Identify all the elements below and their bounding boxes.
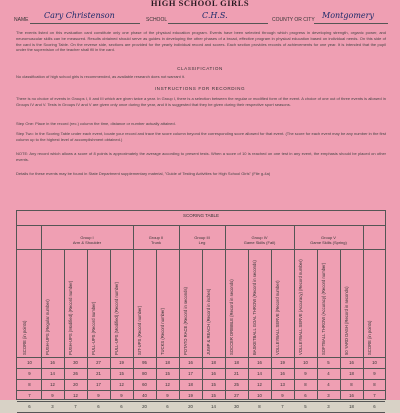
table-cell: 3	[51, 404, 54, 409]
table-cell: 21	[96, 371, 101, 376]
table-cell: 21	[234, 371, 239, 376]
table-cell: 27	[234, 393, 239, 398]
column-header	[110, 249, 133, 357]
table-cell: 19	[188, 393, 193, 398]
table-cell: 5	[304, 404, 307, 409]
table-cell: 30	[73, 360, 78, 365]
column-header-label: PUSH-UPS (Regular number)	[45, 299, 50, 355]
group-header	[294, 235, 363, 245]
column-header	[133, 249, 156, 357]
table-rule	[17, 390, 385, 391]
instructions-paragraph-1: There is no choice of events in Groups I, II and III which are given twice a year. In Group I, there is a selection between the regular or modified form of the event. A choice of one out of three events is allowed in Groups IV and V. Tests in Groups IV and V are given only once during the year, and it is suggested that they be given during their respective sport seasons.	[16, 96, 386, 107]
table-cell: 12	[165, 382, 170, 387]
table-cell: 15	[211, 382, 216, 387]
table-cell: 16	[280, 371, 285, 376]
instructions-paragraph-5: Details for these events may be found in State Department supplementary material, "Guide of Testing Activities for High School Girls" (File g-4a)	[16, 171, 271, 176]
table-cell: 80	[142, 371, 147, 376]
table-cell: 8	[350, 382, 353, 387]
table-cell: 9	[120, 393, 123, 398]
table-cell: 26	[73, 371, 78, 376]
table-rule	[17, 225, 385, 226]
school-value[interactable]: C.H.S.	[202, 11, 228, 20]
group-subtitle: Game Skills (Fall)	[243, 240, 276, 245]
table-cell: 17	[96, 382, 101, 387]
table-cell: 20	[142, 404, 147, 409]
name-label: NAME	[14, 17, 29, 23]
table-cell: 60	[142, 382, 147, 387]
column-header-label: SIT-UPS (Record number)	[137, 305, 142, 355]
column-header-label: VOLLEYBALL SERVE (Record number)	[275, 280, 280, 355]
school-underline	[168, 23, 268, 24]
column-header-label: BASKETBALL GOAL THROW (Record in seconds)	[252, 260, 257, 355]
table-cell: 5	[327, 360, 330, 365]
group-subtitle: Arm & Shoulder	[72, 240, 102, 245]
table-rule	[17, 357, 385, 358]
group-name: Group IV	[251, 235, 268, 240]
table-cell: 14	[50, 371, 55, 376]
column-header	[294, 249, 317, 357]
school-label: SCHOOL	[146, 17, 168, 23]
table-cell: 16	[349, 393, 354, 398]
column-header-label: SOCCER DRIBBLE (Record in seconds)	[229, 279, 234, 355]
table-cell: 8	[373, 382, 376, 387]
table-cell: 3	[327, 404, 330, 409]
column-header	[248, 249, 271, 357]
column-header	[225, 249, 248, 357]
table-cell: 18	[234, 360, 239, 365]
group-header	[41, 235, 133, 245]
scoring-table-caption: SCORING TABLE	[182, 213, 220, 218]
group-name: Group II	[148, 235, 164, 240]
table-cell: 40	[142, 393, 147, 398]
group-subtitle: Trunk	[150, 240, 162, 245]
table-cell: 18	[211, 360, 216, 365]
table-rule	[17, 401, 385, 402]
table-cell: 18	[349, 371, 354, 376]
column-header	[87, 249, 110, 357]
identification-line	[14, 11, 388, 25]
table-cell: 8	[258, 404, 261, 409]
table-cell: 7	[281, 404, 284, 409]
column-header-label: SCORE (in points)	[22, 320, 27, 355]
classification-heading: CLASSIFICATION	[177, 66, 223, 71]
column-header-label: TUCKS (Record number)	[160, 307, 165, 355]
table-cell: 18	[349, 404, 354, 409]
table-cell: 12	[257, 382, 262, 387]
table-cell: 16	[349, 360, 354, 365]
table-cell: 19	[280, 360, 285, 365]
table-cell: 6	[120, 404, 123, 409]
table-rule	[17, 379, 385, 380]
table-cell: 9	[304, 371, 307, 376]
table-cell: 4	[327, 371, 330, 376]
column-header	[64, 249, 87, 357]
classification-text: No classification of high school girls is recommended, as available research does not warrant it.	[16, 74, 185, 79]
table-cell: 10	[372, 360, 377, 365]
table-cell: 10	[303, 360, 308, 365]
intro-paragraph: The events listed on this evaluation card constitute only one phase of the physical education program. Events have been selected through which progress in developing strength, organic power, and neuromuscular skills can be measured. Results obtained should serve as guides in developing the other phases of a broad, effective program in physical education based on individual needs. On this side of the card is the Scoring Table. On the reverse side, sections are provided for the yearly individual record and scores. Each section provides records of achievements for one year. It is intended that the pupil under the supervision of the teacher shall fill in the card.	[16, 30, 386, 53]
table-cell: 9	[28, 371, 31, 376]
instructions-paragraph-3: Step Two: In the Scoring Table under each event, locate your record and trace the score column beyond the corresponding score allowed for that event. (The score for each event may be any number in the first column up to the highest level of accomplishment obtained.)	[16, 131, 386, 142]
column-header	[156, 249, 179, 357]
table-cell: 10	[27, 360, 32, 365]
table-cell: 16	[257, 360, 262, 365]
column-header	[271, 249, 294, 357]
group-name: Group V	[321, 235, 336, 240]
instructions-heading: INSTRUCTIONS FOR RECORDING	[154, 86, 246, 91]
column-header	[317, 249, 340, 357]
column-header-label: VOLLEYBALL SERVE (Accuracy) (Record number)	[298, 259, 303, 355]
table-cell: 19	[119, 360, 124, 365]
table-cell: 15	[119, 371, 124, 376]
group-subtitle: Game Skills (Spring)	[310, 240, 347, 245]
group-name: Group I	[80, 235, 94, 240]
table-cell: 7	[373, 393, 376, 398]
table-cell: 3	[327, 393, 330, 398]
table-cell: 9	[51, 393, 54, 398]
table-cell: 30	[234, 404, 239, 409]
table-cell: 25	[234, 382, 239, 387]
table-cell: 27	[96, 360, 101, 365]
instructions-paragraph-4: NOTE: Any record which allows a score of 8 points is approximately the average according to present tests. When a score of 10 is reached on one test in any event, the emphasis should be placed on other events.	[16, 151, 386, 162]
table-cell: 6	[304, 393, 307, 398]
table-cell: 20	[73, 382, 78, 387]
scoring-table	[16, 210, 386, 409]
column-header	[41, 249, 64, 357]
county-value[interactable]: Montgomery	[322, 11, 374, 20]
table-cell: 16	[211, 371, 216, 376]
table-cell: 6	[373, 404, 376, 409]
table-cell: 15	[211, 393, 216, 398]
column-header-label: SOFTBALL THROW (Accuracy) (Record number)	[321, 262, 326, 355]
card-title: HIGH SCHOOL GIRLS	[150, 0, 250, 8]
column-header-label: POTATO RACE (Record in seconds)	[183, 287, 188, 355]
table-cell: 12	[50, 382, 55, 387]
name-underline	[30, 23, 140, 24]
name-value[interactable]: Cary Christenson	[44, 11, 115, 20]
table-rule	[17, 368, 385, 369]
group-header	[133, 235, 179, 245]
group-subtitle: Leg	[198, 240, 206, 245]
column-header	[179, 249, 202, 357]
group-header	[179, 235, 225, 245]
table-cell: 7	[28, 393, 31, 398]
county-label: COUNTY OR CITY	[272, 17, 315, 23]
table-cell: 6	[166, 404, 169, 409]
column-header-label: SCORE (in points)	[367, 320, 372, 355]
table-cell: 4	[327, 382, 330, 387]
table-cell: 9	[166, 393, 169, 398]
table-cell: 9	[373, 371, 376, 376]
column-header	[18, 249, 41, 357]
table-cell: 16	[188, 360, 193, 365]
table-cell: 15	[165, 371, 170, 376]
table-cell: 12	[119, 382, 124, 387]
group-header	[225, 235, 294, 245]
table-cell: 13	[280, 382, 285, 387]
column-header	[363, 249, 386, 357]
group-name: Group III	[194, 235, 210, 240]
column-header-label: JUMP & REACH (Record in inches)	[206, 288, 211, 355]
column-header	[202, 249, 225, 357]
table-cell: 17	[188, 371, 193, 376]
column-header-label: PULL-UPS (Record number)	[91, 301, 96, 355]
table-cell: 7	[74, 404, 77, 409]
instructions-paragraph-2: Step One: Place in the record (rec.) column the time, distance or number actually attained.	[16, 121, 176, 126]
table-cell: 12	[73, 393, 78, 398]
table-cell: 6	[97, 404, 100, 409]
column-header-label: PUSH-UPS (Modified) (Record number)	[68, 280, 73, 355]
table-cell: 16	[50, 360, 55, 365]
table-cell: 18	[188, 382, 193, 387]
table-cell: 20	[188, 404, 193, 409]
table-cell: 10	[257, 393, 262, 398]
column-header	[340, 249, 363, 357]
table-cell: 18	[165, 360, 170, 365]
county-underline	[314, 23, 388, 24]
table-cell: 14	[257, 371, 262, 376]
table-cell: 14	[211, 404, 216, 409]
table-cell: 6	[28, 404, 31, 409]
column-header-label: PULL-UPS (Modified) (Record number)	[114, 281, 119, 355]
table-cell: 95	[142, 360, 147, 365]
table-cell: 9	[281, 393, 284, 398]
table-cell: 8	[304, 382, 307, 387]
table-cell: 8	[28, 382, 31, 387]
column-header-label: 50 YARD DASH (Record in seconds)	[344, 286, 349, 355]
table-cell: 9	[97, 393, 100, 398]
